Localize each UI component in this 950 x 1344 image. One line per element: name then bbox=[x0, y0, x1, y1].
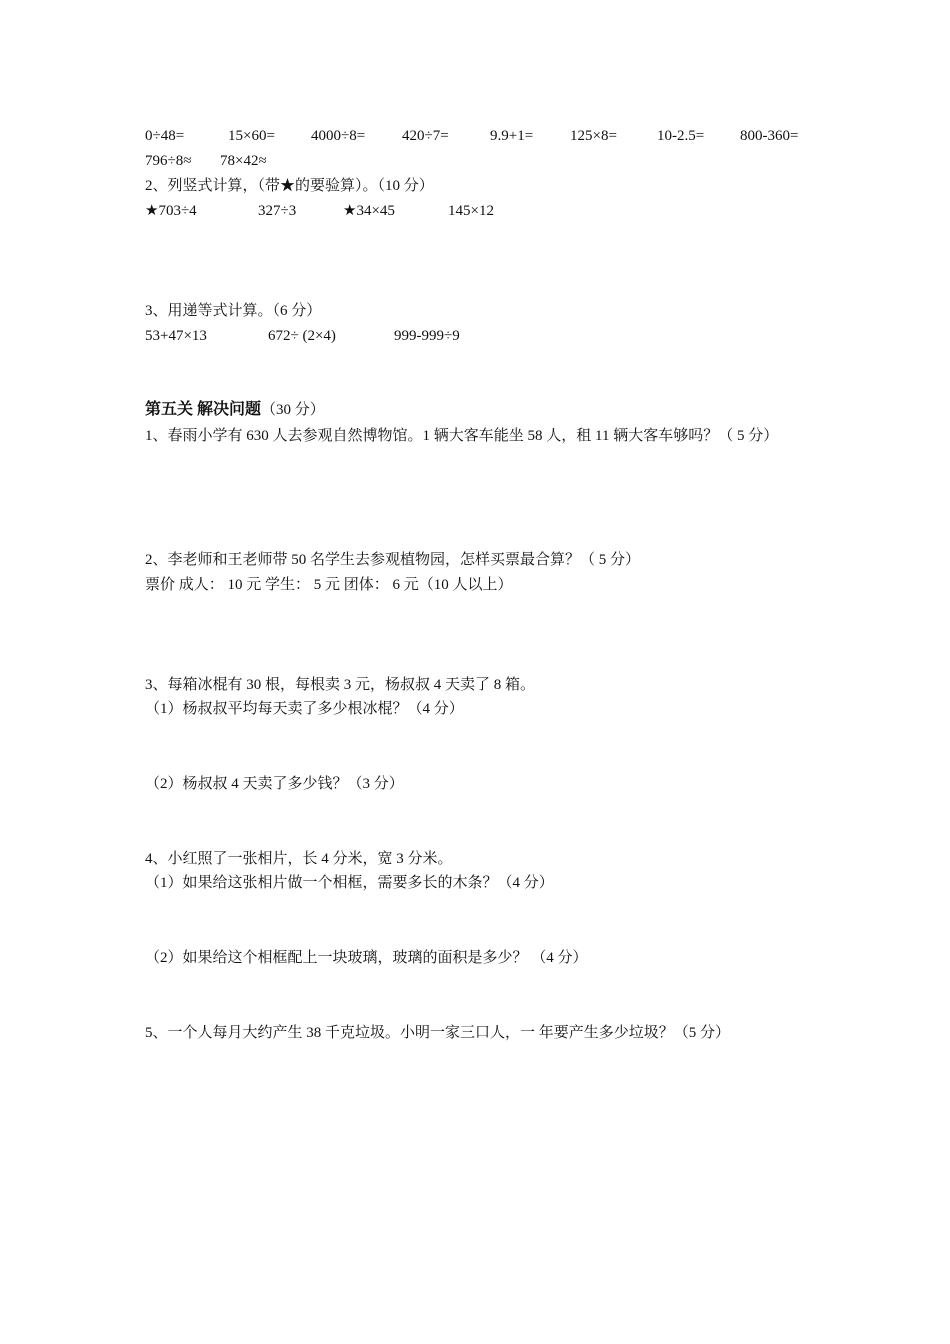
problem-2: 2、李老师和王老师带 50 名学生去参观植物园，怎样买票最合算？（ 5 分） bbox=[145, 552, 641, 568]
vertical-calc-item: 145×12 bbox=[448, 203, 494, 219]
vertical-calc-item: 327÷3 bbox=[258, 203, 297, 219]
question-2-title: 2、列竖式计算，（带★的要验算）。（10 分） bbox=[145, 178, 434, 194]
oral-calc-item: 9.9+1= bbox=[490, 128, 534, 144]
problem-1: 1、春雨小学有 630 人去参观自然博物馆。1 辆大客车能坐 58 人，租 11 辆大客车够吗？（ 5 分） bbox=[145, 428, 779, 444]
stepwise-calc-item: 53+47×13 bbox=[145, 328, 207, 344]
section-5-title: 第五关 解决问题 bbox=[145, 401, 262, 418]
oral-calc-item: 4000÷8= bbox=[311, 128, 366, 144]
oral-calc-item: 125×8= bbox=[570, 128, 617, 144]
problem-5: 5、一个人每月大约产生 38 千克垃圾。小明一家三口人，一 年要产生多少垃圾？（5 分） bbox=[145, 1025, 731, 1041]
problem-3-sub-2: （2）杨叔叔 4 天卖了多少钱？（3 分） bbox=[145, 776, 404, 792]
oral-calc-item: 10-2.5= bbox=[657, 128, 705, 144]
oral-calc-item: 800-360= bbox=[740, 128, 799, 144]
vertical-calc-item: ★703÷4 bbox=[145, 203, 197, 219]
oral-calc-item: 796÷8≈ bbox=[145, 153, 192, 169]
problem-4: 4、小红照了一张相片，长 4 分米，宽 3 分米。 bbox=[145, 851, 453, 867]
vertical-calc-item: ★34×45 bbox=[343, 203, 395, 219]
question-3-title: 3、用递等式计算。（6 分） bbox=[145, 303, 322, 319]
oral-calc-item: 78×42≈ bbox=[220, 153, 267, 169]
oral-calc-item: 420÷7= bbox=[402, 128, 449, 144]
problem-4-sub-1: （1）如果给这张相片做一个相框，需要多长的木条？（4 分） bbox=[145, 875, 554, 891]
oral-calc-item: 15×60= bbox=[228, 128, 275, 144]
stepwise-calc-item: 672÷ (2×4) bbox=[268, 328, 336, 344]
problem-3: 3、每箱冰棍有 30 根，每根卖 3 元，杨叔叔 4 天卖了 8 箱。 bbox=[145, 677, 536, 693]
section-5-score: （30 分） bbox=[261, 402, 325, 418]
problem-2-ticket-price: 票价 成人： 10 元 学生： 5 元 团体： 6 元（10 人以上） bbox=[145, 577, 513, 593]
section-5-heading bbox=[145, 400, 325, 420]
problem-4-sub-2: （2）如果给这个相框配上一块玻璃，玻璃的面积是多少？ （4 分） bbox=[145, 950, 588, 966]
problem-3-sub-1: （1）杨叔叔平均每天卖了多少根冰棍？（4 分） bbox=[145, 701, 464, 717]
oral-calc-item: 0÷48= bbox=[145, 128, 185, 144]
stepwise-calc-item: 999-999÷9 bbox=[394, 328, 460, 344]
